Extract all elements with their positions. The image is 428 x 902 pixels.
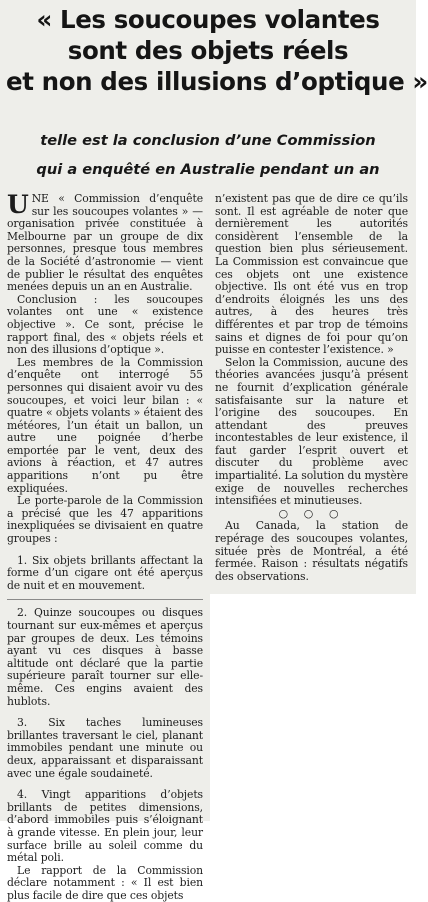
drop-cap: U xyxy=(7,190,29,219)
list-item: 4. Vingt apparitions d’objets brillants de petites dimensions, d’abord immobiles puis s’éloignant à grande vitesse. En plein jour, leur surface brille au soleil comme du métal poli. xyxy=(7,788,203,865)
article-subheadline xyxy=(6,126,410,184)
paragraph: Les membres de la Commission d’enquête ont interrogé 55 personnes qui disaient avoir vu des soucoupes, et voici leur bilan : « quatre « objets volants » étaient des météores, l’un était un ballon, un autre une poignée d’herbe emportée par le vent, deux des avions à réaction, et 47 autres apparitions n’ont pu être expliquées. xyxy=(7,355,203,495)
paragraph xyxy=(7,190,203,294)
divider xyxy=(7,599,203,600)
paragraph: Au Canada, la station de repérage des soucoupes volantes, située près de Montréal, a été fermée. Raison : résultats négatifs des observations. xyxy=(215,519,408,583)
left-column xyxy=(7,190,203,902)
paragraph: Conclusion : les soucoupes volantes ont une « existence objective ». Ce sont, précise le rapport final, des « objets réels et non des illusions d’optique ». xyxy=(7,292,203,357)
list-item: 3. Six taches lumineuses brillantes traversant le ciel, planant immobiles pendant une minute ou deux, apparaissant et disparaissant avec une égale soudaineté. xyxy=(7,716,203,780)
headline-line-3: et non des illusions d’optique » xyxy=(6,67,428,96)
paragraph-text: NE « Commission d’enquête sur les soucoupes volantes » — organisation privée constituée à Melbourne par un groupe de dix personnes, presque tous membres de la Société d’astronomie — vient de publier le résultat des enquêtes menées depuis un an en Australie. xyxy=(7,192,203,294)
blank-area xyxy=(210,594,416,821)
subheadline-line-2: qui a enquêté en Australie pendant un an xyxy=(36,161,380,178)
paragraph: Le rapport de la Commission déclare notamment : « Il est bien plus facile de dire que ces objets xyxy=(7,863,203,902)
paragraph: Le porte-parole de la Commission a précisé que les 47 apparitions inexpliquées se divisaient en quatre groupes : xyxy=(7,494,203,546)
paragraph: Selon la Commission, aucune des théories avancées jusqu’à présent ne fournit d’explication générale satisfaisante sur la nature et l’origine des soucoupes. En attendant des preuves incontestables de leur existence, il faut garder l’esprit ouvert et discuter du problème avec impartialité. La solution du mystère exige de nouvelles recherches intensifiées et minutieuses. xyxy=(215,355,408,508)
section-separator: ○ ○ ○ xyxy=(278,506,345,520)
headline-line-1: « Les soucoupes volantes xyxy=(36,5,380,34)
article-headline xyxy=(6,4,428,97)
headline-line-2: sont des objets réels xyxy=(67,36,349,65)
right-column xyxy=(215,193,408,583)
list-item: 2. Quinze soucoupes ou disques tournant sur eux-mêmes et aperçus par groupes de deux. Les témoins ayant vu ces disques à basse altitude ont déclaré que la partie supérieure paraît tourner sur elle-même. Ces engins avaient des hublots. xyxy=(7,606,203,708)
list-item: 1. Six objets brillants affectant la forme d’un cigare ont été aperçus de nuit et en mouvement. xyxy=(7,553,203,592)
subheadline-line-1: telle est la conclusion d’une Commission xyxy=(40,132,376,149)
paragraph: n’existent pas que de dire ce qu’ils sont. Il est agréable de noter que dernièrement les autorités considèrent l’ensemble de la question bien plus sérieusement. La Commission est convaincue que ces objets ont une existence objective. Ils ont été vus en trop d’endroits éloignés les uns des autres, à des heures très différentes et par trop de témoins sains et dignes de foi pour qu’on puisse en contester l’existence. » xyxy=(215,192,408,357)
